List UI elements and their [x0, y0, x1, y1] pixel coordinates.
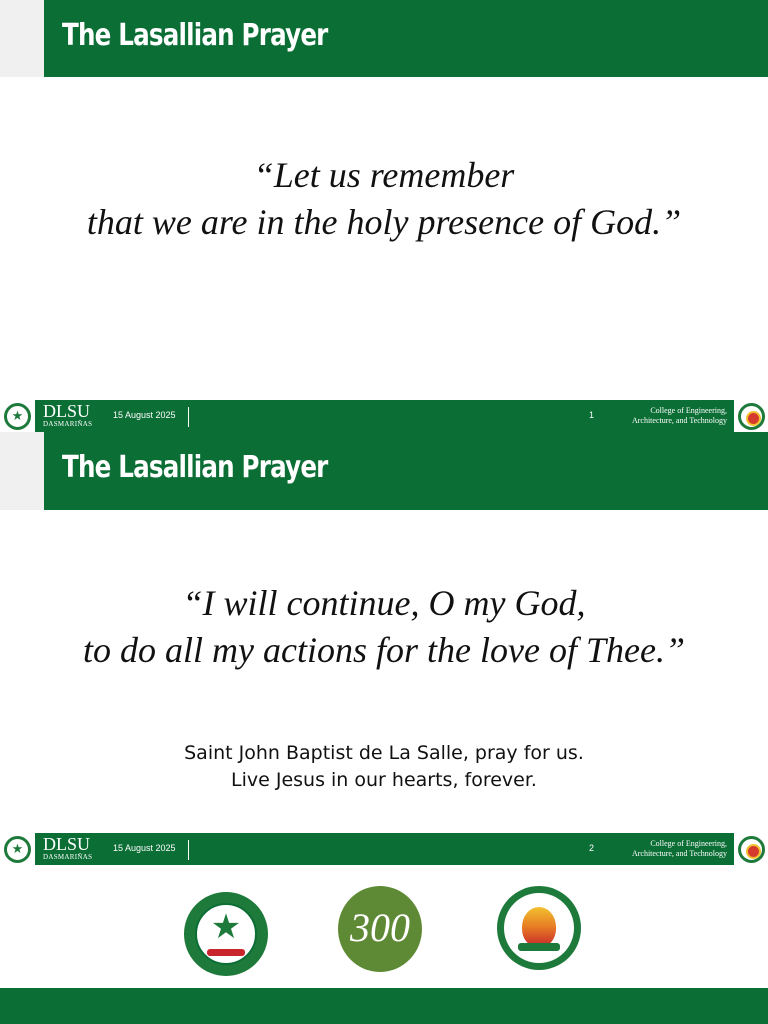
petition-line-2: Live Jesus in our hearts, forever. — [231, 769, 537, 791]
college-line-2: Architecture, and Technology — [631, 849, 727, 858]
ceat-seal-icon — [738, 403, 765, 430]
footer-divider — [188, 840, 189, 860]
prayer-quote — [0, 580, 768, 674]
slide-1 — [0, 0, 768, 432]
brand-name: DLSU — [43, 401, 91, 421]
college-line-2: Architecture, and Technology — [631, 416, 727, 425]
footer-divider — [188, 407, 189, 427]
title-bar — [44, 432, 768, 510]
anniversary-logo-icon — [338, 886, 422, 972]
petition-line-1: Saint John Baptist de La Salle, pray for us. — [184, 742, 584, 764]
title-stub — [0, 0, 44, 77]
slide-footer — [0, 833, 768, 865]
prayer-quote — [0, 152, 768, 246]
slide-2 — [0, 432, 768, 866]
college-line-1: College of Engineering, — [650, 839, 727, 848]
page-number: 2 — [589, 843, 595, 853]
dlsu-seal-icon — [4, 836, 31, 863]
seal-inner — [195, 903, 257, 965]
brand-name: DLSU — [43, 834, 91, 854]
footer-bar — [35, 400, 734, 432]
anniversary-number: 300 — [350, 905, 410, 950]
brand-subtitle: DASMARIÑAS — [43, 853, 93, 861]
college-line-1: College of Engineering, — [650, 406, 727, 415]
bottom-band — [0, 988, 768, 1024]
ceat-seal-icon — [738, 836, 765, 863]
logo-strip — [0, 866, 768, 1024]
slide-title: The Lasallian Prayer — [62, 18, 328, 53]
quote-line-2: to do all my actions for the love of Thee.” — [83, 630, 685, 670]
petition-text — [0, 740, 768, 794]
seal-inner — [504, 893, 574, 963]
seal-base — [518, 943, 560, 951]
dlsu-seal-icon — [184, 892, 268, 976]
page-number: 1 — [589, 410, 595, 420]
footer-date: 15 August 2025 — [113, 410, 176, 420]
dlsu-seal-icon — [4, 403, 31, 430]
ribbon-icon — [207, 949, 245, 956]
star-icon: ★ — [210, 907, 242, 947]
quote-line-1: “I will continue, O my God, — [182, 583, 586, 623]
slide-footer — [0, 400, 768, 432]
quote-line-1: “Let us remember — [253, 155, 515, 195]
brand-subtitle: DASMARIÑAS — [43, 420, 93, 428]
title-stub — [0, 432, 44, 510]
slide-title: The Lasallian Prayer — [62, 450, 328, 485]
footer-bar — [35, 833, 734, 865]
college-name — [632, 406, 727, 426]
quote-line-2: that we are in the holy presence of God.” — [86, 202, 682, 242]
footer-date: 15 August 2025 — [113, 843, 176, 853]
flame-icon — [522, 907, 556, 947]
ceat-seal-icon — [497, 886, 581, 970]
title-bar — [44, 0, 768, 77]
college-name — [632, 839, 727, 859]
